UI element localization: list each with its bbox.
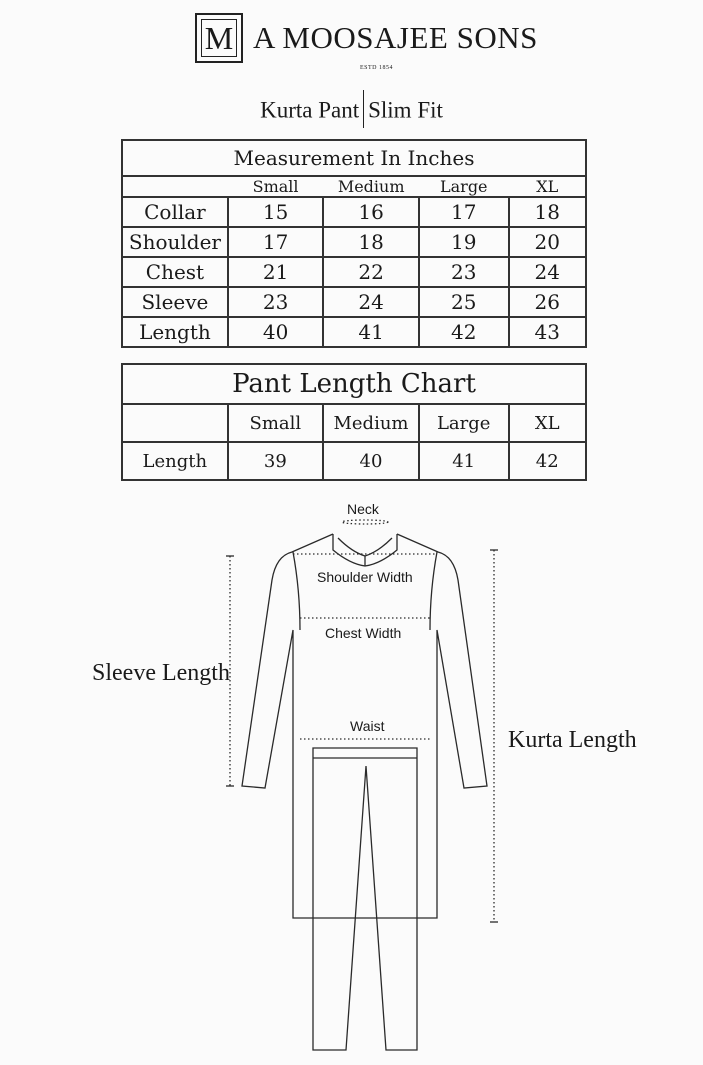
- table-cell: 21: [228, 257, 323, 287]
- kurta-measurement-table: [121, 139, 587, 348]
- row-label: Shoulder: [122, 227, 228, 257]
- kurta-size-header: [122, 176, 586, 197]
- table-row: [122, 257, 586, 287]
- table-cell: 41: [323, 317, 419, 347]
- table-row: [122, 227, 586, 257]
- size-header: Small: [228, 176, 323, 197]
- neck-measure-line: [342, 520, 388, 524]
- left-sleeve-seam: [293, 552, 300, 630]
- kurta-table-title: Measurement In Inches: [122, 140, 586, 176]
- sleeve-length-label: Sleeve Length: [92, 660, 230, 686]
- size-header: Medium: [323, 176, 419, 197]
- table-cell: 18: [323, 227, 419, 257]
- size-header: Small: [228, 404, 324, 442]
- subtitle-divider: [363, 90, 364, 128]
- size-header: Medium: [323, 404, 419, 442]
- table-cell: 15: [228, 197, 323, 227]
- row-label: Length: [122, 442, 228, 480]
- table-cell: 39: [228, 442, 324, 480]
- table-cell: 40: [228, 317, 323, 347]
- table-cell: 19: [419, 227, 509, 257]
- table-cell: 26: [509, 287, 586, 317]
- table-cell: 43: [509, 317, 586, 347]
- table-cell: 23: [419, 257, 509, 287]
- table-cell: 16: [323, 197, 419, 227]
- waist-label: Waist: [350, 718, 385, 734]
- table-cell: 42: [419, 317, 509, 347]
- table-cell: 42: [509, 442, 587, 480]
- size-header: Large: [419, 404, 509, 442]
- table-cell: 40: [323, 442, 419, 480]
- pant-length-table: [121, 363, 587, 481]
- table-cell: 20: [509, 227, 586, 257]
- size-header: XL: [509, 404, 587, 442]
- right-sleeve-seam: [430, 552, 437, 630]
- neck-label: Neck: [347, 501, 379, 517]
- row-label: Collar: [122, 197, 228, 227]
- pant-table-title: Pant Length Chart: [122, 364, 586, 404]
- shoulder-width-label: Shoulder Width: [317, 569, 413, 585]
- brand-name: A MOOSAJEE SONS: [253, 20, 538, 55]
- product-subtitle: [0, 93, 703, 131]
- chest-width-label: Chest Width: [325, 625, 402, 641]
- table-row: [122, 317, 586, 347]
- row-label: Length: [122, 317, 228, 347]
- kurta-length-label: Kurta Length: [508, 727, 637, 753]
- table-cell: 17: [228, 227, 323, 257]
- pant-size-header: [122, 404, 586, 442]
- row-label: Sleeve: [122, 287, 228, 317]
- table-cell: 24: [323, 287, 419, 317]
- table-cell: 25: [419, 287, 509, 317]
- header-empty: [122, 404, 228, 442]
- table-cell: 24: [509, 257, 586, 287]
- brand-logo: [195, 13, 243, 63]
- size-header: XL: [509, 176, 586, 197]
- table-row: [122, 287, 586, 317]
- row-label: Chest: [122, 257, 228, 287]
- table-cell: 18: [509, 197, 586, 227]
- collar-inner: [338, 538, 392, 556]
- established-text: ESTD 1854: [360, 65, 393, 71]
- table-cell: 17: [419, 197, 509, 227]
- table-cell: 23: [228, 287, 323, 317]
- table-row: [122, 442, 586, 480]
- table-cell: 41: [419, 442, 509, 480]
- size-header: Large: [419, 176, 509, 197]
- logo-letter: M: [201, 19, 237, 57]
- product-fit: Slim Fit: [368, 97, 443, 123]
- pant-outline: [313, 748, 417, 1050]
- product-type: Kurta Pant: [260, 97, 360, 123]
- table-cell: 22: [323, 257, 419, 287]
- table-row: [122, 197, 586, 227]
- header-empty: [122, 176, 228, 197]
